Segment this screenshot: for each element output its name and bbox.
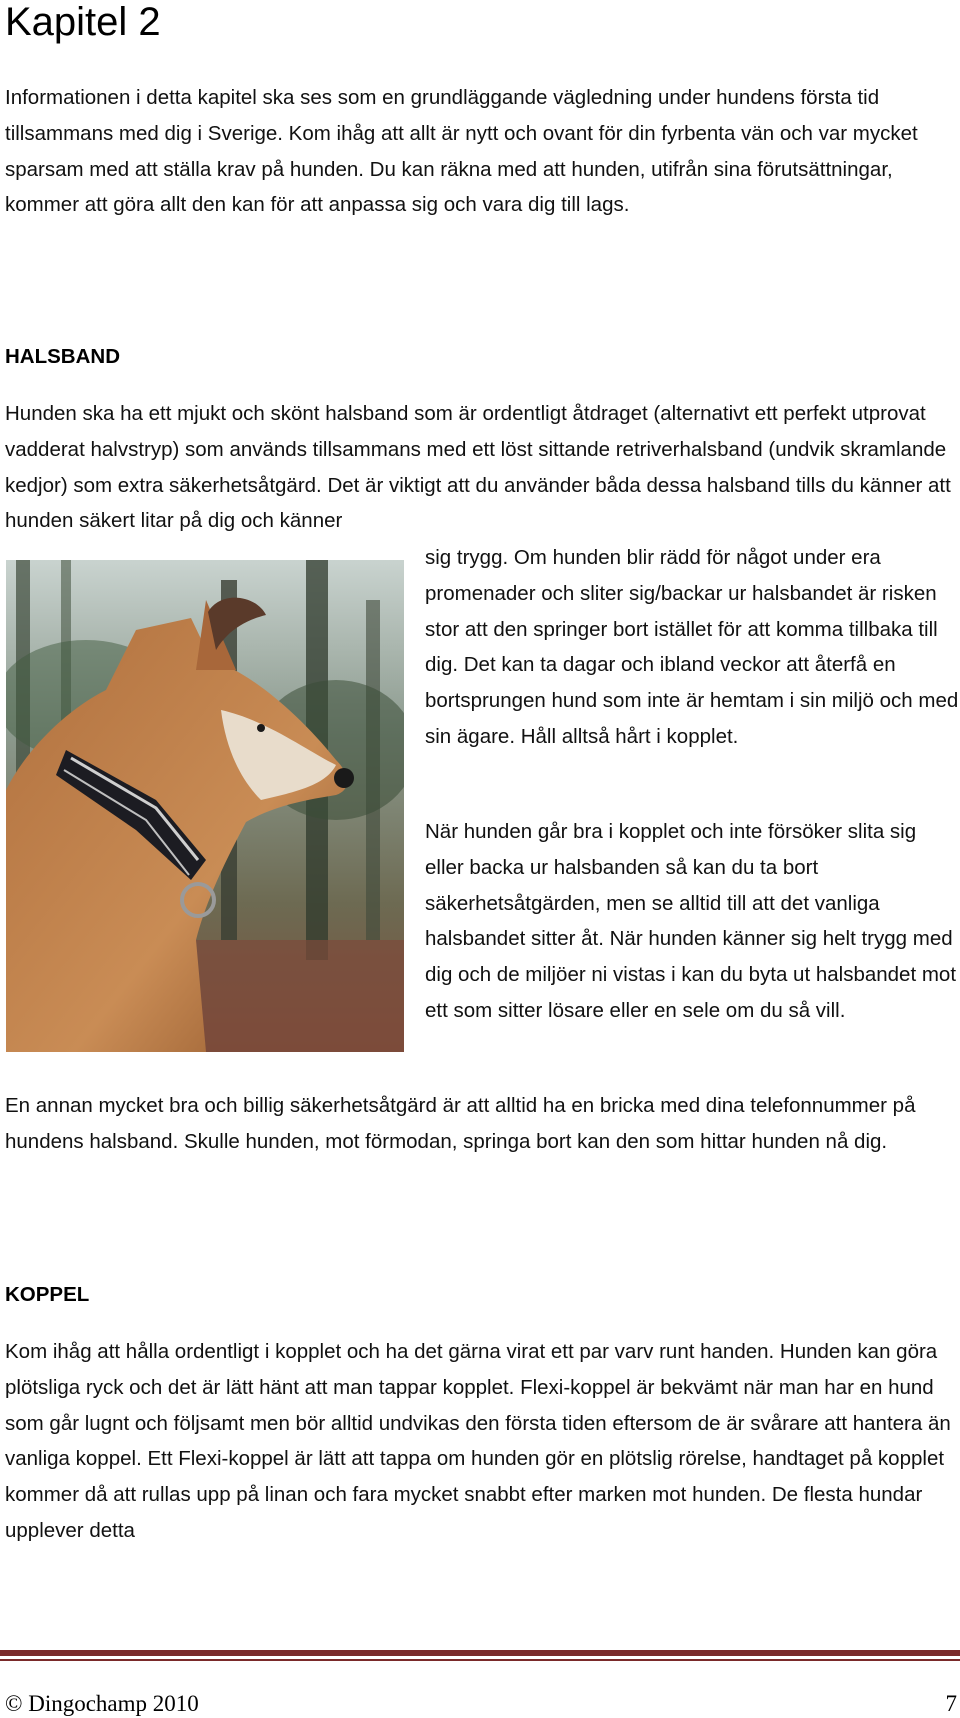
chapter-title: Kapitel 2: [5, 0, 161, 44]
halsband-heading: HALSBAND: [5, 345, 121, 368]
halsband-paragraph-1-continued: sig trygg. Om hunden blir rädd för något under era promenader och sliter sig/backar ur halsbandet är risken stor att den springer bort istället för att komma tillbaka till dig. Det kan ta dagar och ibland veckor att återfå en bortsprungen hund som inte är hemtam i sin miljö och med sin ägare. Håll alltså hårt i kopplet.: [425, 546, 959, 748]
footer-copyright: © Dingochamp 2010: [5, 1691, 199, 1716]
koppel-paragraph-1: Kom ihåg att hålla ordentligt i kopplet och ha det gärna virat ett par varv runt handen. Hunden kan göra plötsliga ryck och det är lätt hänt att man tappar kopplet. Flexi-koppel är bekvämt när man har en hund som går lugnt och följsamt men bör alltid undvikas den första tiden eftersom de är svårare att hantera än vanliga koppel. Ett Flexi-koppel är lätt att tappa om hunden gör en plötslig rörelse, handtaget på kopplet kommer då att rullas upp på linan och fara mycket snabbt efter marken mot hunden. De flesta hundar upplever detta: [5, 1340, 951, 1542]
halsband-paragraph-3: En annan mycket bra och billig säkerhetsåtgärd är att alltid ha en bricka med dina telefonnummer på hundens halsband. Skulle hunden, mot förmodan, springa bort kan den som hittar hunden nå dig.: [5, 1094, 916, 1153]
footer-rule-thin: [0, 1659, 960, 1661]
halsband-paragraph-1: Hunden ska ha ett mjukt och skönt halsband som är ordentligt åtdraget (alternativt ett perfekt utprovat vadderat halvstryp) som används tillsammans med ett löst sittande retriverhalsband (undvik skramlande kedjor) som extra säkerhetsåtgärd. Det är viktigt att du använder båda dessa halsband tills du känner att hunden säkert litar på dig och känner: [5, 402, 951, 533]
koppel-heading: KOPPEL: [5, 1283, 90, 1306]
dog-photo: [6, 560, 404, 1052]
intro-paragraph: Informationen i detta kapitel ska ses som en grundläggande vägledning under hundens första tid tillsammans med dig i Sverige. Kom ihåg att allt är nytt och ovant för din fyrbenta vän och var mycket sparsam med att ställa krav på hunden. Du kan räkna med att hunden, utifrån sina förutsättningar, kommer att göra allt den kan för att anpassa sig och vara dig till lags.: [5, 86, 918, 217]
halsband-paragraph-2: När hunden går bra i kopplet och inte försöker slita sig eller backa ur halsbanden så kan du ta bort säkerhetsåtgärden, men se alltid till att det vanliga halsbandet sitter åt. När hunden känner sig helt trygg med dig och de miljöer ni vistas i kan du byta ut halsbandet mot ett som sitter lösare eller en sele om du så vill.: [425, 820, 957, 1022]
footer-rule-thick: [0, 1650, 960, 1656]
footer-page-number: 7: [945, 1691, 957, 1716]
